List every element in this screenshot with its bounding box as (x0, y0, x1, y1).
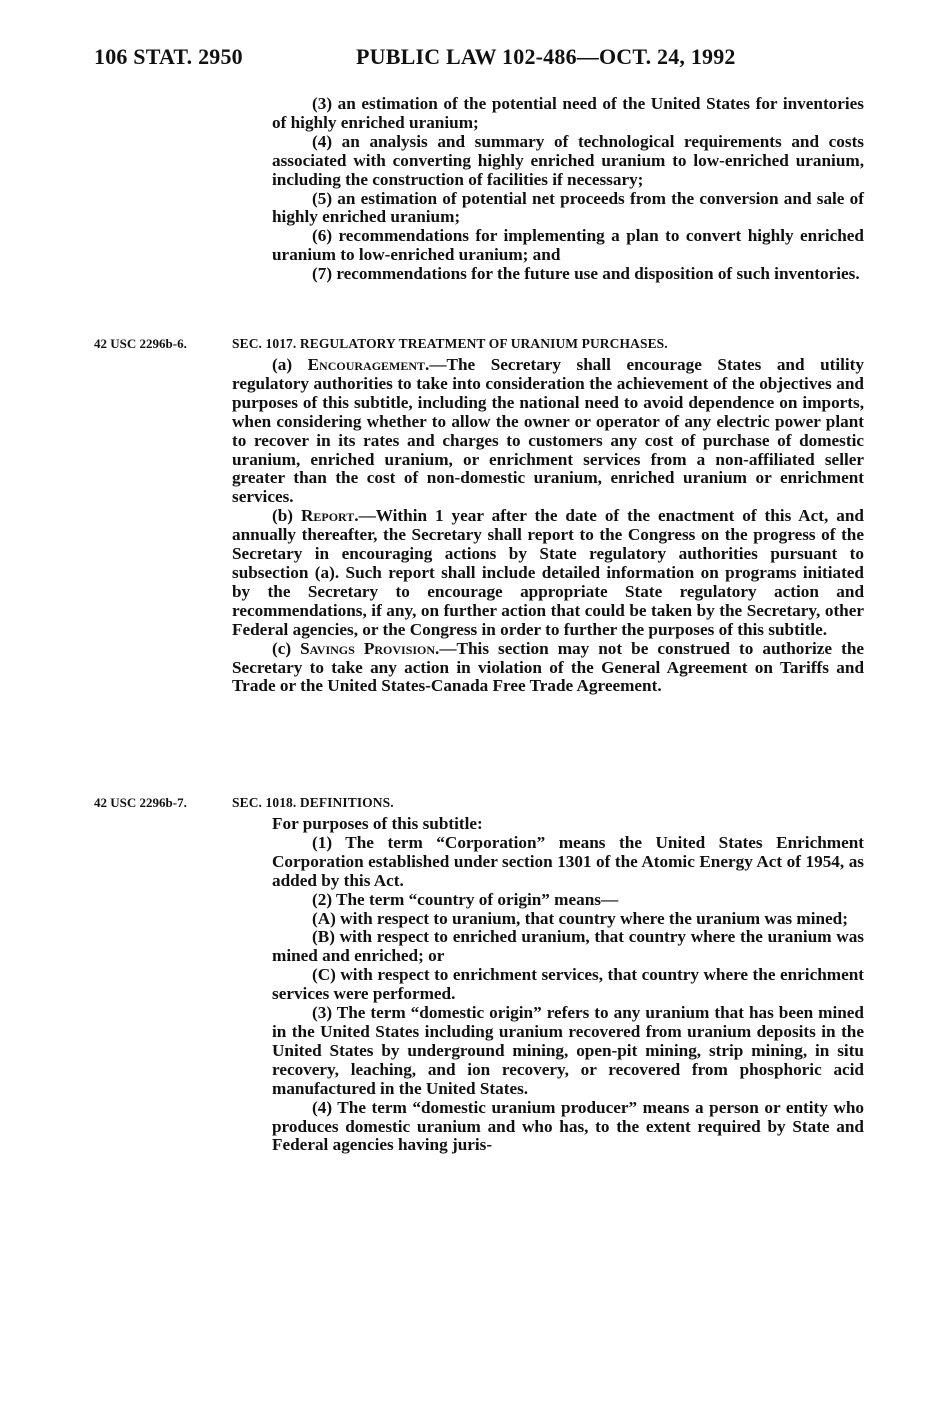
subsection-title: Savings Provision (300, 638, 436, 658)
continued-list (232, 95, 864, 284)
page-header (94, 44, 874, 74)
subsection-text: .—Within 1 year after the date of the enactment of this Act, and annually thereafter, the Secretary shall report to the Congress on the progress of the Secretary in encouraging actions by State regulatory authorities pursuant to subsection (a). Such report shall include detailed information on programs initiated by the Secretary to encourage appropriate State regulatory action and recommendations, if any, on further action that could be taken by the Secretary, other Federal agencies, or the Congress in order to further the purposes of this subtitle. (232, 506, 864, 639)
definitions-intro: For purposes of this subtitle: (272, 814, 483, 833)
margin-note-sec-1018: 42 USC 2296b-7. (94, 795, 187, 810)
list-item: (4) an analysis and summary of technological requirements and costs associated with converting highly enriched uranium to low-enriched uranium, including the construction of facilities if necessary; (272, 131, 864, 189)
subsection-label: (c) (272, 638, 301, 658)
subsection-label: (a) (272, 355, 308, 374)
list-item: (5) an estimation of potential net proceeds from the conversion and sale of highly enriched uranium; (272, 188, 864, 227)
section-heading: SEC. 1017. REGULATORY TREATMENT OF URANIUM PURCHASES. (232, 336, 668, 351)
subsection-text: .—The Secretary shall encourage States and utility regulatory authorities to take into consideration the achievement of the objectives and purposes of this subtitle, including the national need to avoid dependence on imports, when considering whether to allow the owner or operator of any electric power plant to recover in its rates and charges to customers any cost of purchase of domestic uranium, enriched uranium, or enrichment services from a non-affiliated seller greater than the cost of non-domestic uranium, enriched uranium or enrichment services. (232, 355, 864, 507)
definition-2c: (C) with respect to enrichment services, that country where the enrichment services were performed. (272, 965, 864, 1004)
subsection-b (232, 507, 864, 639)
section-1018 (232, 793, 864, 1155)
subsection-c (232, 640, 864, 697)
subsection-text: .—This section may not be construed to authorize the Secretary to take any action in violation of the General Agreement on Tariffs and Trade or the United States-Canada Free Trade Agreement. (232, 638, 865, 696)
subsection-title: Report (300, 506, 355, 526)
definition-2a: (A) with respect to uranium, that country where the uranium was mined; (312, 908, 848, 928)
definition-1: (1) The term “Corporation” means the United States Enrichment Corporation established under section 1301 of the Atomic Energy Act of 1954, as added by this Act. (272, 832, 864, 890)
subsection-title: Encouragement (307, 355, 426, 374)
list-item: (3) an estimation of the potential need of the United States for inventories of highly enriched uranium; (272, 94, 864, 132)
statute-page-number: 106 STAT. 2950 (94, 44, 243, 69)
definition-4: (4) The term “domestic uranium producer” means a person or entity who produces domestic uranium and who has, to the extent required by State and Federal agencies having juris- (272, 1097, 864, 1155)
definition-2b: (B) with respect to enriched uranium, that country where the uranium was mined and enriched; or (272, 927, 864, 966)
section-heading: SEC. 1018. DEFINITIONS. (232, 795, 394, 810)
definition-3: (3) The term “domestic origin” refers to any uranium that has been mined in the United States including uranium recovered from uranium deposits in the United States by underground mining, open-pit mining, strip mining, in situ recovery, leaching, and ion recovery, or recovered from phosphoric acid manufactured in the United States. (272, 1003, 864, 1098)
subsection-label: (b) (272, 506, 301, 526)
margin-note-sec-1017: 42 USC 2296b-6. (94, 336, 187, 351)
definition-2: (2) The term “country of origin” means— (312, 889, 619, 909)
list-item: (6) recommendations for implementing a plan to convert highly enriched uranium to low-enriched uranium; and (272, 226, 864, 265)
section-1017 (232, 334, 864, 696)
public-law-citation: PUBLIC LAW 102-486—OCT. 24, 1992 (356, 44, 736, 69)
subsection-a (232, 356, 864, 507)
list-item: (7) recommendations for the future use and disposition of such inventories. (312, 264, 860, 284)
